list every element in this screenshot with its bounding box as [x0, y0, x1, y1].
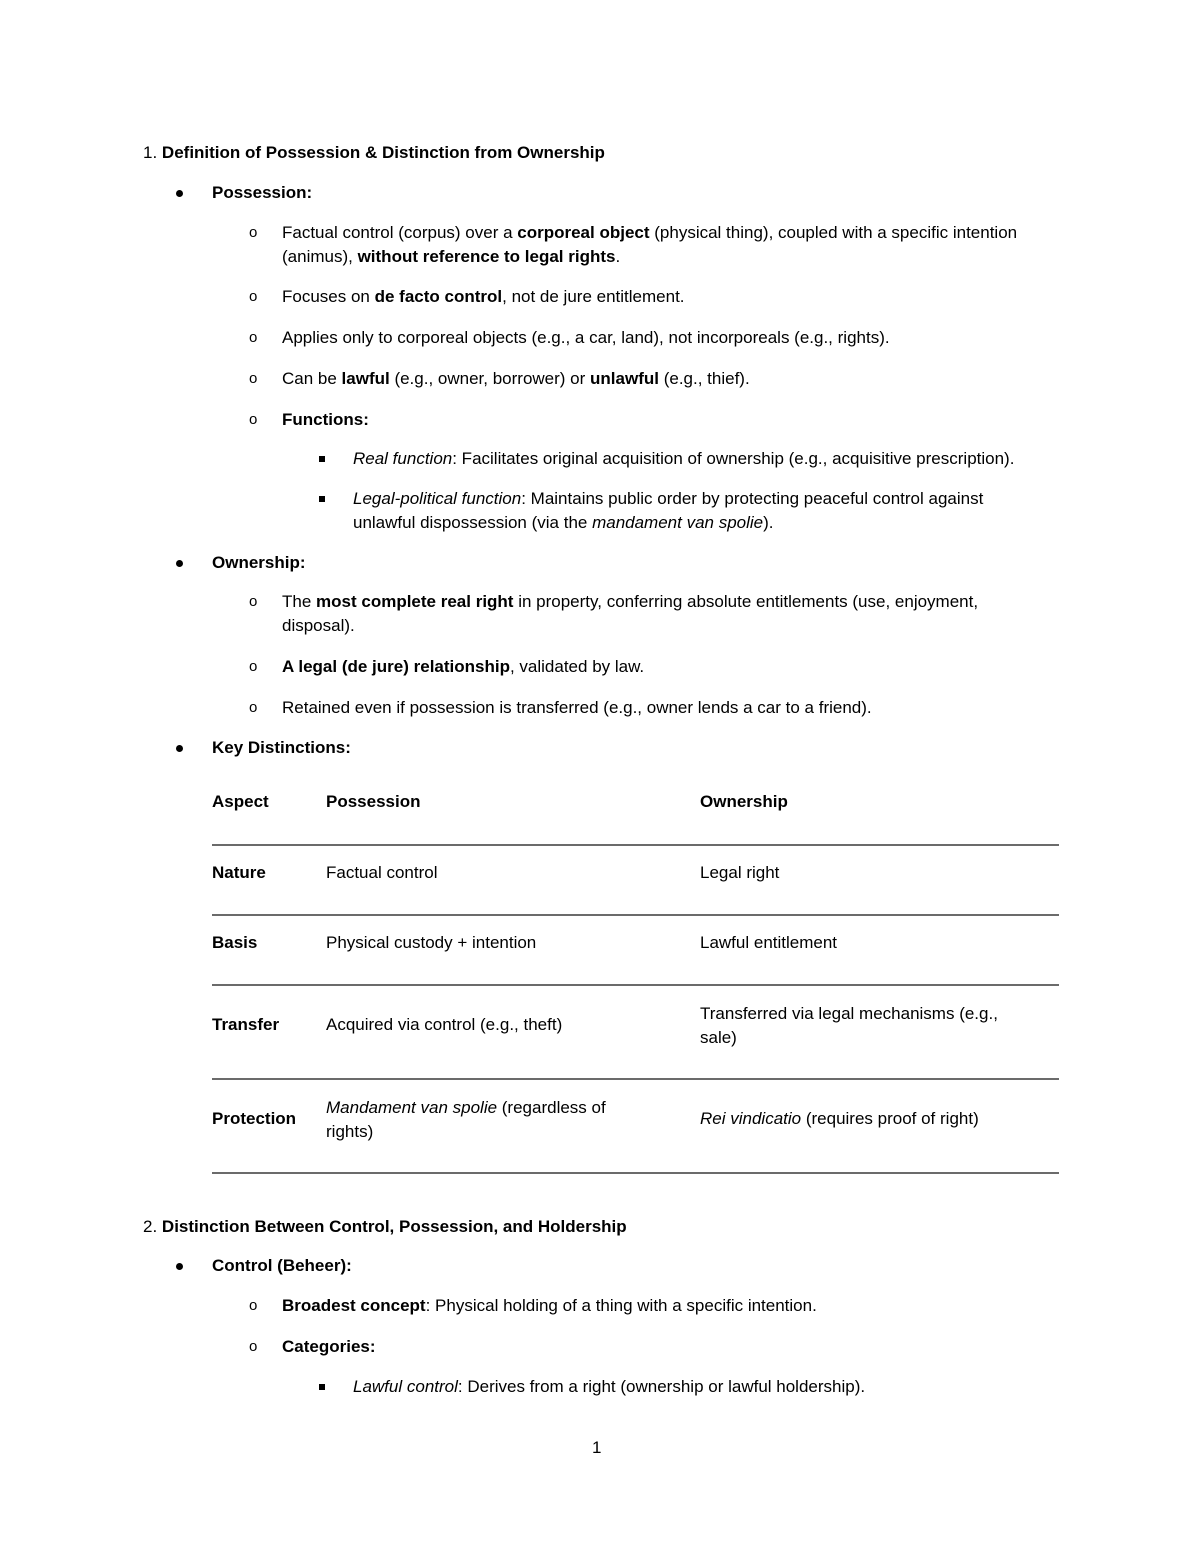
table-header-possession: Possession — [326, 792, 421, 811]
function-legal-political-line-2: unlawful dispossession (via the mandament van spolie). — [353, 513, 774, 532]
table-cell: Physical custody + intention — [326, 933, 537, 952]
square-bullet-icon — [319, 456, 325, 462]
control-label: Control (Beheer): — [212, 1256, 352, 1275]
function-legal-political-line-1: Legal-political function: Maintains public order by protecting peaceful control against — [353, 489, 984, 508]
circle-bullet-icon: o — [249, 658, 258, 675]
function-real: Real function: Facilitates original acquisition of ownership (e.g., acquisitive prescription). — [353, 449, 1015, 468]
bullet-icon — [176, 1263, 183, 1270]
table-cell: Basis — [212, 933, 258, 952]
circle-bullet-icon: o — [249, 1297, 258, 1314]
category-lawful-control: Lawful control: Derives from a right (ownership or lawful holdership). — [353, 1377, 866, 1396]
possession-item-1-line-2: (animus), without reference to legal rights. — [282, 247, 621, 266]
table-cell: Transferred via legal mechanisms (e.g., — [700, 1004, 998, 1023]
section-2-heading: 2. Distinction Between Control, Possession, and Holdership — [143, 1217, 627, 1236]
circle-bullet-icon: o — [249, 1338, 258, 1355]
table-cell: sale) — [700, 1028, 737, 1047]
table-rule — [212, 1172, 1059, 1174]
possession-item-4: Can be lawful (e.g., owner, borrower) or unlawful (e.g., thief). — [282, 369, 750, 388]
table-cell: Rei vindicatio (requires proof of right) — [700, 1109, 979, 1128]
bullet-icon — [176, 190, 183, 197]
ownership-label: Ownership: — [212, 553, 306, 572]
circle-bullet-icon: o — [249, 329, 258, 346]
possession-item-2: Focuses on de facto control, not de jure entitlement. — [282, 287, 685, 306]
table-cell: Nature — [212, 863, 266, 882]
table-cell: Lawful entitlement — [700, 933, 838, 952]
ownership-item-1-line-2: disposal). — [282, 616, 355, 635]
circle-bullet-icon: o — [249, 593, 258, 610]
table-rule — [212, 1078, 1059, 1080]
possession-item-1-line-1: Factual control (corpus) over a corporeal object (physical thing), coupled with a specific intention — [282, 223, 1018, 242]
section-1-heading: 1. Definition of Possession & Distinction from Ownership — [143, 143, 605, 162]
categories-label: Categories: — [282, 1337, 376, 1356]
square-bullet-icon — [319, 1384, 325, 1390]
ownership-item-1-line-1: The most complete real right in property, conferring absolute entitlements (use, enjoyment, — [282, 592, 979, 611]
ownership-item-3: Retained even if possession is transferred (e.g., owner lends a car to a friend). — [282, 698, 872, 717]
possession-label: Possession: — [212, 183, 313, 202]
table-rule — [212, 844, 1059, 846]
circle-bullet-icon: o — [249, 411, 258, 428]
table-cell: Protection — [212, 1109, 297, 1128]
ownership-item-2: A legal (de jure) relationship, validated by law. — [282, 657, 645, 676]
square-bullet-icon — [319, 496, 325, 502]
table-cell: Mandament van spolie (regardless of — [326, 1098, 606, 1117]
bullet-icon — [176, 745, 183, 752]
table-header-aspect: Aspect — [212, 792, 269, 811]
bullet-icon — [176, 560, 183, 567]
control-item-1: Broadest concept: Physical holding of a thing with a specific intention. — [282, 1296, 817, 1315]
table-cell: Acquired via control (e.g., theft) — [326, 1015, 563, 1034]
table-cell: Factual control — [326, 863, 438, 882]
table-header-ownership: Ownership — [700, 792, 788, 811]
circle-bullet-icon: o — [249, 224, 258, 241]
table-cell: Legal right — [700, 863, 780, 882]
table-cell: rights) — [326, 1122, 374, 1141]
key-distinctions-label: Key Distinctions: — [212, 738, 351, 757]
circle-bullet-icon: o — [249, 370, 258, 387]
possession-item-3: Applies only to corporeal objects (e.g., a car, land), not incorporeals (e.g., rights). — [282, 328, 890, 347]
table-rule — [212, 914, 1059, 916]
table-rule — [212, 984, 1059, 986]
functions-label: Functions: — [282, 410, 369, 429]
page-number: 1 — [592, 1438, 602, 1457]
circle-bullet-icon: o — [249, 699, 258, 716]
circle-bullet-icon: o — [249, 288, 258, 305]
table-cell: Transfer — [212, 1015, 280, 1034]
